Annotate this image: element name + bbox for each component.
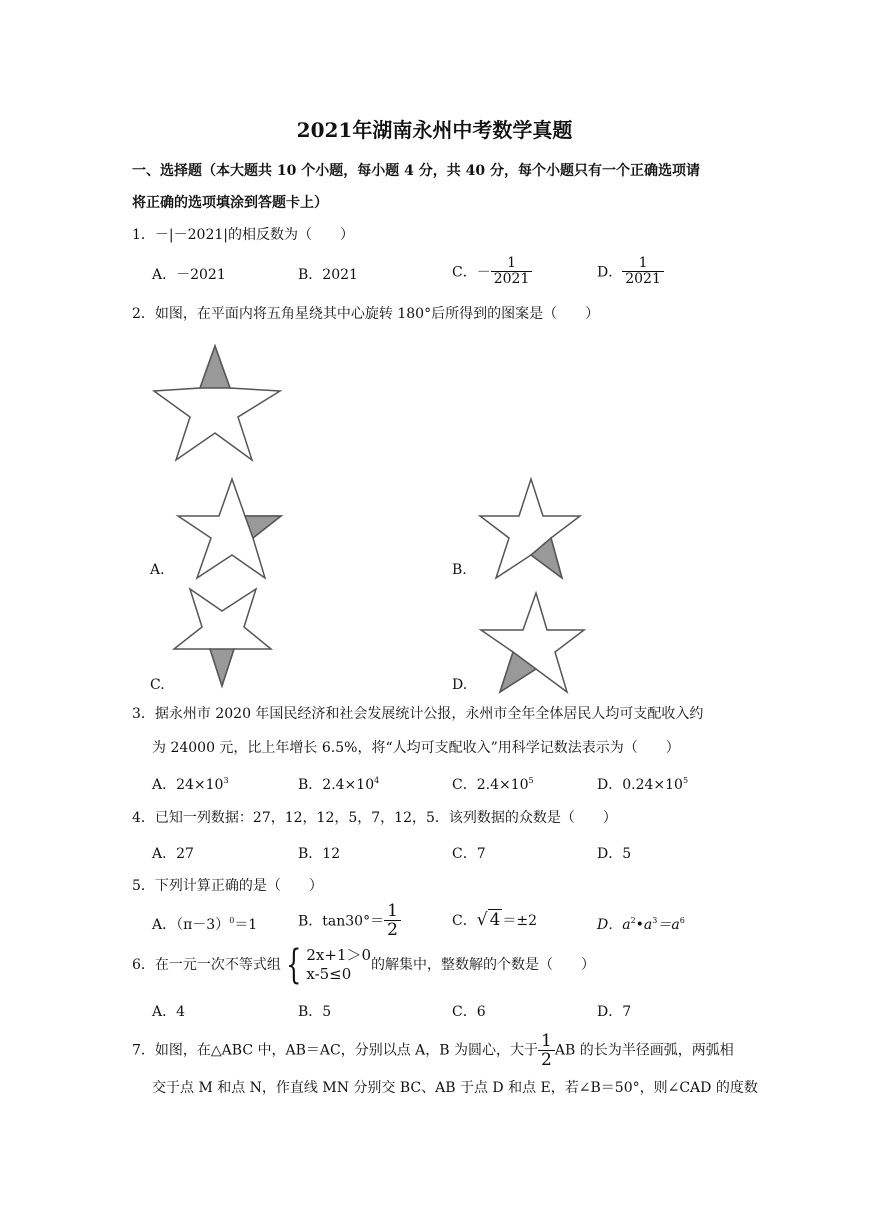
q7-fraction xyxy=(538,1032,555,1069)
q3-option-c-exponent: 5 xyxy=(528,776,534,785)
fraction-denominator: 2021 xyxy=(625,271,661,287)
question-1-stem: 1．－|－2021|的相反数为（ ） xyxy=(132,227,354,243)
q2-option-d: D. xyxy=(452,677,468,693)
q5-option-d-mid: •a xyxy=(635,917,653,933)
inequality-1: 2x+1＞0 xyxy=(306,946,372,964)
q3-option-b-base: B．2.4×10 xyxy=(298,777,375,793)
q5-option-d-mid2: ＝a xyxy=(657,917,680,933)
section-heading: 一、选择题（本大题共 10 个小题，每小题 4 分，共 40 分，每个小题只有一个正确选项请 xyxy=(132,163,700,179)
option-d-star-figure xyxy=(476,590,591,700)
fraction-denominator: 2 xyxy=(387,920,398,940)
q5-option-a-pre: A．（π－3） xyxy=(152,917,230,933)
q5-option-b-fraction xyxy=(384,902,401,939)
q3-option-d xyxy=(597,774,688,794)
fraction-numerator: 1 xyxy=(538,1032,555,1051)
inequality-2: x-5≤0 xyxy=(306,965,352,983)
q6-stem-post: 的解集中，整数解的个数是（ ） xyxy=(371,957,596,973)
question-3-stem-cont: 为 24000 元，比上年增长 6.5%，将“人均可支配收入”用科学记数法表示为（ ） xyxy=(152,740,680,756)
q3-option-c xyxy=(452,774,534,794)
q7-stem-post: AB 的长为半径画弧，两弧相 xyxy=(554,1042,734,1059)
q6-option-c: C．6 xyxy=(452,1004,486,1020)
sqrt-symbol: √ xyxy=(476,910,488,930)
q5-option-d xyxy=(597,914,685,934)
q5-option-c-pre: C． xyxy=(452,913,477,929)
q5-option-d-exp3: 6 xyxy=(679,916,685,925)
fraction-denominator: 2021 xyxy=(493,271,530,287)
q3-option-a-base: A．24×10 xyxy=(152,777,224,793)
q1-option-d-label: D． xyxy=(597,264,623,281)
q5-option-a-exponent: 0 xyxy=(229,916,235,925)
question-7-stem xyxy=(132,1032,734,1069)
q3-option-a-exponent: 3 xyxy=(223,776,229,785)
fraction-numerator: 1 xyxy=(491,256,533,272)
left-brace: { xyxy=(286,942,302,988)
q5-option-c xyxy=(452,910,537,930)
q5-option-b xyxy=(298,902,401,939)
option-a-star-figure xyxy=(173,476,288,586)
q4-option-b: B．12 xyxy=(298,846,341,862)
q5-option-d-exp1: 2 xyxy=(630,916,636,925)
inequality-rows xyxy=(306,946,371,984)
q6-stem-pre: 6．在一元一次不等式组 xyxy=(132,957,281,973)
q1-option-c-fraction xyxy=(491,256,533,287)
q2-option-c: C. xyxy=(150,677,165,693)
q3-option-c-base: C．2.4×10 xyxy=(452,777,529,793)
page-title: 2021年湖南永州中考数学真题 xyxy=(296,118,573,142)
q3-option-d-exponent: 5 xyxy=(682,776,689,785)
q4-option-d: D．5 xyxy=(597,846,632,862)
q1-option-c xyxy=(452,256,532,287)
q1-option-d xyxy=(597,256,664,287)
q5-option-a xyxy=(152,914,257,934)
q3-option-b-exponent: 4 xyxy=(374,776,380,785)
inequality-system xyxy=(281,942,372,988)
radicand: 4 xyxy=(489,910,501,930)
question-6-stem xyxy=(132,942,596,988)
fraction-denominator: 2 xyxy=(541,1050,552,1070)
question-3-stem: 3．据永州市 2020 年国民经济和社会发展统计公报，永州市全年全体居民人均可支配收入约 xyxy=(132,706,704,722)
question-4-stem: 4．已知一列数据：27，12，12，5，7，12，5．该列数据的众数是（ ） xyxy=(132,810,617,826)
fraction-numerator: 1 xyxy=(622,256,664,272)
q5-option-d-pre: D．a xyxy=(597,917,631,933)
option-c-star-figure xyxy=(170,586,275,691)
q3-option-a xyxy=(152,774,229,794)
q5-option-d-exp2: 3 xyxy=(652,916,658,925)
q5-option-b-pre: B．tan30°＝ xyxy=(298,913,385,930)
question-5-stem: 5．下列计算正确的是（ ） xyxy=(132,878,323,894)
original-star-figure xyxy=(150,343,285,463)
q1-option-d-fraction xyxy=(622,256,664,287)
q3-option-d-base: D．0.24×10 xyxy=(597,777,683,793)
q5-option-c-post: ＝±2 xyxy=(502,913,538,929)
q2-option-b: B. xyxy=(452,562,467,578)
q7-stem-pre: 7．如图，在△ABC 中，AB＝AC，分别以点 A，B 为圆心，大于 xyxy=(132,1042,539,1059)
q4-option-a: A．27 xyxy=(152,846,194,862)
question-7-stem-cont: 交于点 M 和点 N，作直线 MN 分别交 BC、AB 于点 D 和点 E，若∠B＝50°，则∠CAD 的度数 xyxy=(152,1080,758,1096)
q4-option-c: C．7 xyxy=(452,846,486,862)
q1-option-a: A．－2021 xyxy=(152,267,226,283)
q6-option-d: D．7 xyxy=(597,1004,632,1020)
q6-option-a: A．4 xyxy=(152,1004,186,1020)
q3-option-b xyxy=(298,774,379,794)
q1-option-c-label: C．－ xyxy=(452,264,491,281)
q2-option-a: A. xyxy=(150,562,165,578)
section-heading-cont: 将正确的选项填涂到答题卡上） xyxy=(132,195,328,211)
q5-option-a-post: ＝1 xyxy=(234,917,258,933)
fraction-numerator: 1 xyxy=(384,902,401,921)
q1-option-b: B．2021 xyxy=(298,267,358,283)
question-2-stem: 2．如图，在平面内将五角星绕其中心旋转 180°后所得到的图案是（ ） xyxy=(132,306,600,322)
q6-option-b: B．5 xyxy=(298,1004,332,1020)
option-b-star-figure xyxy=(476,476,591,586)
